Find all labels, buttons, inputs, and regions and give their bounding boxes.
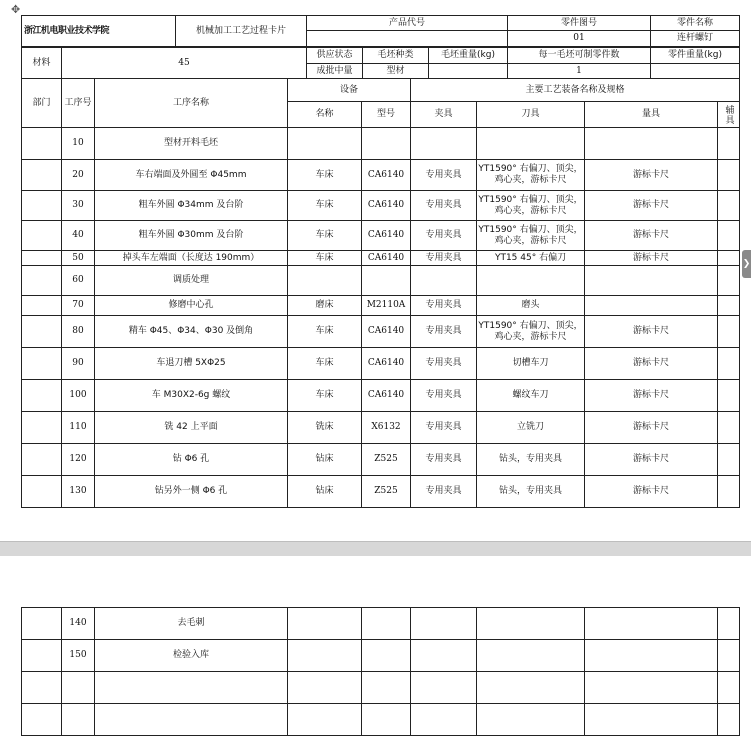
cell-dept xyxy=(22,316,62,348)
process-table-continued xyxy=(21,607,740,736)
cell-aux xyxy=(718,412,740,444)
cell-no: 130 xyxy=(62,476,95,508)
cell-fixture: 专用夹具 xyxy=(411,221,477,251)
cell-cutter: 切槽车刀 xyxy=(477,348,585,380)
blank-weight-value xyxy=(429,64,508,79)
table-row xyxy=(22,608,740,640)
cell-fixture: 专用夹具 xyxy=(411,191,477,221)
cell-aux xyxy=(718,191,740,221)
cell-name: 钻另外一侧 Φ6 孔 xyxy=(95,476,288,508)
cell-aux xyxy=(718,296,740,316)
table-row xyxy=(22,296,740,316)
cell-dept xyxy=(22,380,62,412)
table-row xyxy=(22,412,740,444)
col-op-no-header: 工序号 xyxy=(62,79,95,128)
cell-model: M2110A xyxy=(362,296,411,316)
cell-name: 钻 Φ6 孔 xyxy=(95,444,288,476)
cell-dept xyxy=(22,296,62,316)
document-page-2 xyxy=(0,556,751,718)
table-row xyxy=(22,160,740,191)
cell-cutter: 螺纹车刀 xyxy=(477,380,585,412)
col-op-name-header: 工序名称 xyxy=(95,79,288,128)
cell-fixture: 专用夹具 xyxy=(411,296,477,316)
cell-gauge: 游标卡尺 xyxy=(585,476,718,508)
cell-gauge: 游标卡尺 xyxy=(585,251,718,266)
cell-fixture xyxy=(411,672,477,704)
parts-per-blank-value: 1 xyxy=(508,64,651,79)
cell-cutter: YT1590° 右偏刀、顶尖，鸡心夹，游标卡尺 xyxy=(477,191,585,221)
cell-aux xyxy=(718,221,740,251)
cell-gauge xyxy=(585,296,718,316)
cell-gauge: 游标卡尺 xyxy=(585,316,718,348)
cell-dept xyxy=(22,128,62,160)
cell-cutter xyxy=(477,672,585,704)
cell-gauge xyxy=(585,672,718,704)
table-row xyxy=(22,191,740,221)
cell-no: 70 xyxy=(62,296,95,316)
cell-fixture: 专用夹具 xyxy=(411,412,477,444)
cell-no: 60 xyxy=(62,266,95,296)
cell-machine xyxy=(288,266,362,296)
cell-model xyxy=(362,128,411,160)
cell-model: CA6140 xyxy=(362,251,411,266)
cell-name: 去毛刺 xyxy=(95,608,288,640)
cell-no: 100 xyxy=(62,380,95,412)
cell-aux xyxy=(718,672,740,704)
cell-name: 修磨中心孔 xyxy=(95,296,288,316)
cell-aux xyxy=(718,128,740,160)
cell-machine: 车床 xyxy=(288,221,362,251)
card-title: 机械加工工艺过程卡片 xyxy=(176,16,307,47)
cell-machine: 钻床 xyxy=(288,476,362,508)
cell-name: 车退刀槽 5XΦ25 xyxy=(95,348,288,380)
cell-no: 50 xyxy=(62,251,95,266)
cell-gauge: 游标卡尺 xyxy=(585,348,718,380)
table-row xyxy=(22,704,740,736)
col-equip-model-header: 型号 xyxy=(362,102,411,128)
cell-cutter xyxy=(477,608,585,640)
cell-name: 检验入库 xyxy=(95,640,288,672)
cell-model: CA6140 xyxy=(362,221,411,251)
table-row xyxy=(22,640,740,672)
table-move-handle-icon[interactable]: ✥ xyxy=(11,3,21,16)
part-drawing-no-label: 零件图号 xyxy=(508,16,651,31)
cell-name xyxy=(95,704,288,736)
cell-no xyxy=(62,672,95,704)
cell-gauge: 游标卡尺 xyxy=(585,444,718,476)
cell-machine: 铣床 xyxy=(288,412,362,444)
cell-name: 粗车外圆 Φ30mm 及台阶 xyxy=(95,221,288,251)
cell-fixture: 专用夹具 xyxy=(411,380,477,412)
table-row xyxy=(22,316,740,348)
part-name-value: 连杆螺钉 xyxy=(651,31,740,47)
cell-name xyxy=(95,672,288,704)
cell-fixture: 专用夹具 xyxy=(411,348,477,380)
cell-machine: 车床 xyxy=(288,251,362,266)
cell-cutter: 磨头 xyxy=(477,296,585,316)
cell-aux xyxy=(718,160,740,191)
table-row xyxy=(22,128,740,160)
supply-state-label: 供应状态 xyxy=(307,48,363,64)
cell-dept xyxy=(22,640,62,672)
process-table xyxy=(21,78,740,508)
cell-cutter: 钻头，专用夹具 xyxy=(477,476,585,508)
cell-cutter xyxy=(477,640,585,672)
cell-fixture: 专用夹具 xyxy=(411,316,477,348)
cell-gauge: 游标卡尺 xyxy=(585,160,718,191)
cell-machine xyxy=(288,128,362,160)
cell-no xyxy=(62,704,95,736)
cell-aux xyxy=(718,444,740,476)
cell-model: Z525 xyxy=(362,444,411,476)
col-fixture-header: 夹具 xyxy=(411,102,477,128)
table-row xyxy=(22,444,740,476)
cell-gauge xyxy=(585,640,718,672)
cell-aux xyxy=(718,704,740,736)
cell-gauge: 游标卡尺 xyxy=(585,380,718,412)
batch-qty-label: 成批中量 xyxy=(307,64,363,79)
cell-machine xyxy=(288,704,362,736)
page-break-gap xyxy=(0,541,751,557)
table-row xyxy=(22,348,740,380)
col-dept-header: 部门 xyxy=(22,79,62,128)
cell-dept xyxy=(22,266,62,296)
cell-aux xyxy=(718,316,740,348)
cell-gauge xyxy=(585,266,718,296)
cell-fixture xyxy=(411,608,477,640)
cell-machine: 车床 xyxy=(288,191,362,221)
cell-dept xyxy=(22,251,62,266)
col-equip-name-header: 名称 xyxy=(288,102,362,128)
table-row xyxy=(22,672,740,704)
cell-model: Z525 xyxy=(362,476,411,508)
cell-no: 80 xyxy=(62,316,95,348)
table-row xyxy=(22,266,740,296)
col-tooling-header: 主要工艺装备名称及规格 xyxy=(411,79,740,102)
table-row xyxy=(22,221,740,251)
cell-no: 110 xyxy=(62,412,95,444)
cell-machine: 车床 xyxy=(288,160,362,191)
cell-fixture: 专用夹具 xyxy=(411,160,477,191)
table-row xyxy=(22,251,740,266)
cell-aux xyxy=(718,266,740,296)
cell-dept xyxy=(22,672,62,704)
process-rows-continued xyxy=(22,608,740,736)
cell-gauge xyxy=(585,704,718,736)
cell-name: 车右端面及外圆至 Φ45mm xyxy=(95,160,288,191)
cell-model xyxy=(362,672,411,704)
material-label: 材料 xyxy=(22,48,62,79)
cell-aux xyxy=(718,608,740,640)
cell-gauge: 游标卡尺 xyxy=(585,191,718,221)
cell-no: 20 xyxy=(62,160,95,191)
cell-no: 120 xyxy=(62,444,95,476)
cell-fixture xyxy=(411,266,477,296)
cell-model: CA6140 xyxy=(362,348,411,380)
cell-machine xyxy=(288,608,362,640)
cell-model: CA6140 xyxy=(362,380,411,412)
cell-machine: 车床 xyxy=(288,380,362,412)
col-gauge-header: 量具 xyxy=(585,102,718,128)
cell-machine: 车床 xyxy=(288,316,362,348)
cell-gauge: 游标卡尺 xyxy=(585,412,718,444)
cell-no: 90 xyxy=(62,348,95,380)
cell-fixture xyxy=(411,704,477,736)
cell-name: 铣 42 上平面 xyxy=(95,412,288,444)
cell-no: 40 xyxy=(62,221,95,251)
cell-cutter xyxy=(477,704,585,736)
cell-aux xyxy=(718,251,740,266)
cell-model: X6132 xyxy=(362,412,411,444)
cell-cutter: YT1590° 右偏刀、顶尖，鸡心夹，游标卡尺 xyxy=(477,160,585,191)
cell-dept xyxy=(22,348,62,380)
material-table xyxy=(21,47,740,79)
table-row xyxy=(22,476,740,508)
school-name: 浙江机电职业技术学院 xyxy=(22,16,176,47)
cell-no: 30 xyxy=(62,191,95,221)
cell-dept xyxy=(22,160,62,191)
cell-aux xyxy=(718,348,740,380)
cell-gauge xyxy=(585,608,718,640)
cell-aux xyxy=(718,380,740,412)
cell-cutter: YT15 45° 右偏刀 xyxy=(477,251,585,266)
cell-dept xyxy=(22,444,62,476)
cell-model: CA6140 xyxy=(362,316,411,348)
cell-cutter: 钻头，专用夹具 xyxy=(477,444,585,476)
cell-dept xyxy=(22,221,62,251)
blank-type-label: 毛坯种类 xyxy=(363,48,429,64)
part-drawing-no-value: 01 xyxy=(508,31,651,47)
col-aux-header: 辅具 xyxy=(718,102,740,128)
cell-dept xyxy=(22,608,62,640)
cell-no: 140 xyxy=(62,608,95,640)
cell-aux xyxy=(718,476,740,508)
cell-model: CA6140 xyxy=(362,160,411,191)
part-name-label: 零件名称 xyxy=(651,16,740,31)
cell-model xyxy=(362,704,411,736)
cell-model xyxy=(362,266,411,296)
cell-dept xyxy=(22,476,62,508)
col-cutter-header: 刀具 xyxy=(477,102,585,128)
cell-cutter xyxy=(477,128,585,160)
cell-machine xyxy=(288,672,362,704)
card-header-table xyxy=(21,15,740,47)
cell-machine: 车床 xyxy=(288,348,362,380)
cell-name: 粗车外圆 Φ34mm 及台阶 xyxy=(95,191,288,221)
col-equipment-header: 设备 xyxy=(288,79,411,102)
cell-name: 精车 Φ45、Φ34、Φ30 及倒角 xyxy=(95,316,288,348)
cell-machine: 钻床 xyxy=(288,444,362,476)
cell-machine: 磨床 xyxy=(288,296,362,316)
blank-weight-label: 毛坯重量(kg) xyxy=(429,48,508,64)
cell-dept xyxy=(22,704,62,736)
cell-name: 型材开料毛坯 xyxy=(95,128,288,160)
cell-cutter xyxy=(477,266,585,296)
cell-dept xyxy=(22,191,62,221)
process-rows xyxy=(22,128,740,508)
cell-model xyxy=(362,608,411,640)
product-code-value xyxy=(307,31,508,47)
cell-no: 10 xyxy=(62,128,95,160)
cell-fixture: 专用夹具 xyxy=(411,444,477,476)
cell-gauge: 游标卡尺 xyxy=(585,221,718,251)
cell-no: 150 xyxy=(62,640,95,672)
cell-cutter: YT1590° 右偏刀、顶尖，鸡心夹，游标卡尺 xyxy=(477,316,585,348)
cell-name: 调质处理 xyxy=(95,266,288,296)
cell-fixture: 专用夹具 xyxy=(411,251,477,266)
cell-fixture xyxy=(411,640,477,672)
cell-cutter: 立铣刀 xyxy=(477,412,585,444)
blank-type-value: 型材 xyxy=(363,64,429,79)
side-panel-arrow-icon[interactable]: ❯ xyxy=(742,250,751,278)
parts-per-blank-label: 每一毛坯可制零件数 xyxy=(508,48,651,64)
cell-fixture: 专用夹具 xyxy=(411,476,477,508)
part-weight-label: 零件重量(kg) xyxy=(651,48,740,64)
table-row xyxy=(22,380,740,412)
cell-aux xyxy=(718,640,740,672)
material-value: 45 xyxy=(62,48,307,79)
cell-cutter: YT1590° 右偏刀、顶尖，鸡心夹，游标卡尺 xyxy=(477,221,585,251)
cell-dept xyxy=(22,412,62,444)
cell-model: CA6140 xyxy=(362,191,411,221)
cell-model xyxy=(362,640,411,672)
product-code-label: 产品代号 xyxy=(307,16,508,31)
cell-name: 掉头车左端面（长度达 190mm） xyxy=(95,251,288,266)
cell-machine xyxy=(288,640,362,672)
cell-gauge xyxy=(585,128,718,160)
cell-name: 车 M30X2-6g 螺纹 xyxy=(95,380,288,412)
part-weight-value xyxy=(651,64,740,79)
cell-fixture xyxy=(411,128,477,160)
